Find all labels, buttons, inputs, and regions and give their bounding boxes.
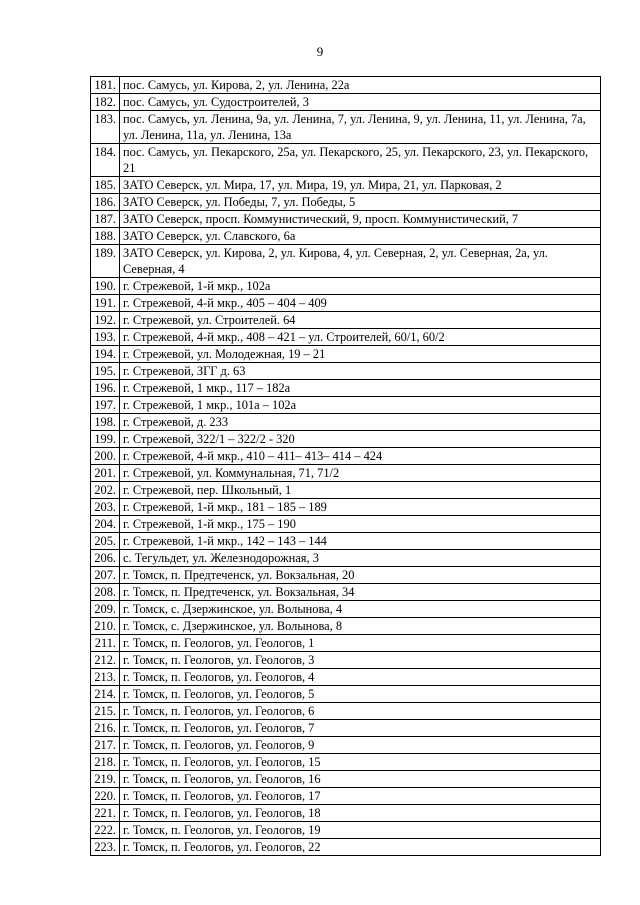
table-row	[91, 584, 601, 601]
row-address: г. Стрежевой, 1 мкр., 117 – 182а	[120, 380, 601, 397]
row-number: 223.	[91, 839, 120, 856]
table-row	[91, 771, 601, 788]
row-number: 185.	[91, 177, 120, 194]
row-address: г. Стрежевой, 322/1 – 322/2 - 320	[120, 431, 601, 448]
row-number: 188.	[91, 228, 120, 245]
row-number: 182.	[91, 94, 120, 111]
row-number: 201.	[91, 465, 120, 482]
table-row	[91, 839, 601, 856]
row-address: г. Томск, п. Предтеченск, ул. Вокзальная, 34	[120, 584, 601, 601]
table-row	[91, 228, 601, 245]
table-row	[91, 533, 601, 550]
row-address: г. Стрежевой, ул. Молодежная, 19 – 21	[120, 346, 601, 363]
table-row	[91, 805, 601, 822]
row-number: 205.	[91, 533, 120, 550]
table-row	[91, 788, 601, 805]
address-table	[90, 76, 601, 856]
row-address: г. Стрежевой, 1-й мкр., 102а	[120, 278, 601, 295]
row-number: 206.	[91, 550, 120, 567]
row-address: г. Томск, с. Дзержинское, ул. Волынова, 8	[120, 618, 601, 635]
table-row	[91, 329, 601, 346]
table-row	[91, 686, 601, 703]
row-address: г. Томск, п. Геологов, ул. Геологов, 3	[120, 652, 601, 669]
table-row	[91, 465, 601, 482]
table-row	[91, 363, 601, 380]
row-address: г. Стрежевой, 1-й мкр., 175 – 190	[120, 516, 601, 533]
row-number: 210.	[91, 618, 120, 635]
row-address: г. Томск, п. Геологов, ул. Геологов, 19	[120, 822, 601, 839]
row-number: 219.	[91, 771, 120, 788]
table-row	[91, 431, 601, 448]
table-row	[91, 499, 601, 516]
row-number: 208.	[91, 584, 120, 601]
row-number: 213.	[91, 669, 120, 686]
row-address: г. Стрежевой, ул. Строителей. 64	[120, 312, 601, 329]
row-address: г. Стрежевой, ул. Коммунальная, 71, 71/2	[120, 465, 601, 482]
row-address: г. Стрежевой, 4-й мкр., 405 – 404 – 409	[120, 295, 601, 312]
row-address: пос. Самусь, ул. Ленина, 9а, ул. Ленина, 7, ул. Ленина, 9, ул. Ленина, 11, ул. Ленина, 7а, ул. Ленина, 11а, ул. Ленина, 13а	[120, 111, 601, 144]
row-number: 191.	[91, 295, 120, 312]
row-number: 190.	[91, 278, 120, 295]
table-row	[91, 177, 601, 194]
address-table-body	[91, 77, 601, 856]
row-number: 203.	[91, 499, 120, 516]
table-row	[91, 550, 601, 567]
row-address: ЗАТО Северск, ул. Победы, 7, ул. Победы, 5	[120, 194, 601, 211]
row-address: пос. Самусь, ул. Судостроителей, 3	[120, 94, 601, 111]
row-address: г. Томск, п. Геологов, ул. Геологов, 22	[120, 839, 601, 856]
row-address: пос. Самусь, ул. Пекарского, 25а, ул. Пекарского, 25, ул. Пекарского, 23, ул. Пекарского, 21	[120, 144, 601, 177]
row-address: пос. Самусь, ул. Кирова, 2, ул. Ленина, 22а	[120, 77, 601, 94]
row-address: г. Стрежевой, 1-й мкр., 142 – 143 – 144	[120, 533, 601, 550]
table-row	[91, 245, 601, 278]
row-address: г. Томск, п. Геологов, ул. Геологов, 7	[120, 720, 601, 737]
table-row	[91, 720, 601, 737]
row-number: 187.	[91, 211, 120, 228]
table-row	[91, 94, 601, 111]
row-number: 216.	[91, 720, 120, 737]
row-address: с. Тегульдет, ул. Железнодорожная, 3	[120, 550, 601, 567]
table-row	[91, 397, 601, 414]
row-number: 214.	[91, 686, 120, 703]
table-row	[91, 448, 601, 465]
table-row	[91, 380, 601, 397]
row-address: ЗАТО Северск, ул. Славского, 6а	[120, 228, 601, 245]
row-number: 212.	[91, 652, 120, 669]
table-row	[91, 822, 601, 839]
row-address: г. Томск, п. Предтеченск, ул. Вокзальная, 20	[120, 567, 601, 584]
row-number: 194.	[91, 346, 120, 363]
row-address: г. Томск, с. Дзержинское, ул. Волынова, 4	[120, 601, 601, 618]
row-address: г. Томск, п. Геологов, ул. Геологов, 18	[120, 805, 601, 822]
row-number: 221.	[91, 805, 120, 822]
table-row	[91, 652, 601, 669]
table-row	[91, 737, 601, 754]
page-number: 9	[316, 44, 324, 59]
table-row	[91, 77, 601, 94]
row-address: г. Томск, п. Геологов, ул. Геологов, 16	[120, 771, 601, 788]
row-address: ЗАТО Северск, ул. Кирова, 2, ул. Кирова, 4, ул. Северная, 2, ул. Северная, 2а, ул. Северная, 4	[120, 245, 601, 278]
row-number: 197.	[91, 397, 120, 414]
row-address: г. Томск, п. Геологов, ул. Геологов, 17	[120, 788, 601, 805]
row-number: 207.	[91, 567, 120, 584]
row-address: г. Томск, п. Геологов, ул. Геологов, 5	[120, 686, 601, 703]
row-number: 211.	[91, 635, 120, 652]
table-row	[91, 295, 601, 312]
row-address: г. Стрежевой, 1 мкр., 101а – 102а	[120, 397, 601, 414]
row-address: г. Стрежевой, ЗГГ д. 63	[120, 363, 601, 380]
row-number: 204.	[91, 516, 120, 533]
row-address: г. Томск, п. Геологов, ул. Геологов, 9	[120, 737, 601, 754]
row-number: 183.	[91, 111, 120, 144]
row-number: 192.	[91, 312, 120, 329]
row-number: 202.	[91, 482, 120, 499]
table-row	[91, 601, 601, 618]
row-number: 198.	[91, 414, 120, 431]
row-number: 220.	[91, 788, 120, 805]
row-address: г. Стрежевой, 4-й мкр., 410 – 411– 413– 414 – 424	[120, 448, 601, 465]
row-address: ЗАТО Северск, ул. Мира, 17, ул. Мира, 19, ул. Мира, 21, ул. Парковая, 2	[120, 177, 601, 194]
table-row	[91, 669, 601, 686]
row-address: г. Стрежевой, д. 233	[120, 414, 601, 431]
table-row	[91, 703, 601, 720]
row-number: 189.	[91, 245, 120, 278]
row-address: г. Томск, п. Геологов, ул. Геологов, 15	[120, 754, 601, 771]
row-address: г. Стрежевой, 4-й мкр., 408 – 421 – ул. Строителей, 60/1, 60/2	[120, 329, 601, 346]
row-number: 222.	[91, 822, 120, 839]
table-row	[91, 635, 601, 652]
row-number: 200.	[91, 448, 120, 465]
table-row	[91, 144, 601, 177]
row-number: 186.	[91, 194, 120, 211]
table-row	[91, 754, 601, 771]
row-address: ЗАТО Северск, просп. Коммунистический, 9, просп. Коммунистический, 7	[120, 211, 601, 228]
row-number: 218.	[91, 754, 120, 771]
row-number: 181.	[91, 77, 120, 94]
row-number: 196.	[91, 380, 120, 397]
table-row	[91, 111, 601, 144]
table-row	[91, 618, 601, 635]
row-address: г. Томск, п. Геологов, ул. Геологов, 4	[120, 669, 601, 686]
table-row	[91, 211, 601, 228]
row-number: 193.	[91, 329, 120, 346]
table-row	[91, 194, 601, 211]
row-number: 195.	[91, 363, 120, 380]
table-row	[91, 346, 601, 363]
row-number: 184.	[91, 144, 120, 177]
table-row	[91, 414, 601, 431]
table-row	[91, 278, 601, 295]
table-row	[91, 516, 601, 533]
row-number: 217.	[91, 737, 120, 754]
row-number: 215.	[91, 703, 120, 720]
row-address: г. Стрежевой, пер. Школьный, 1	[120, 482, 601, 499]
row-address: г. Томск, п. Геологов, ул. Геологов, 6	[120, 703, 601, 720]
table-row	[91, 567, 601, 584]
row-number: 199.	[91, 431, 120, 448]
table-row	[91, 482, 601, 499]
table-row	[91, 312, 601, 329]
row-address: г. Стрежевой, 1-й мкр., 181 – 185 – 189	[120, 499, 601, 516]
row-address: г. Томск, п. Геологов, ул. Геологов, 1	[120, 635, 601, 652]
row-number: 209.	[91, 601, 120, 618]
